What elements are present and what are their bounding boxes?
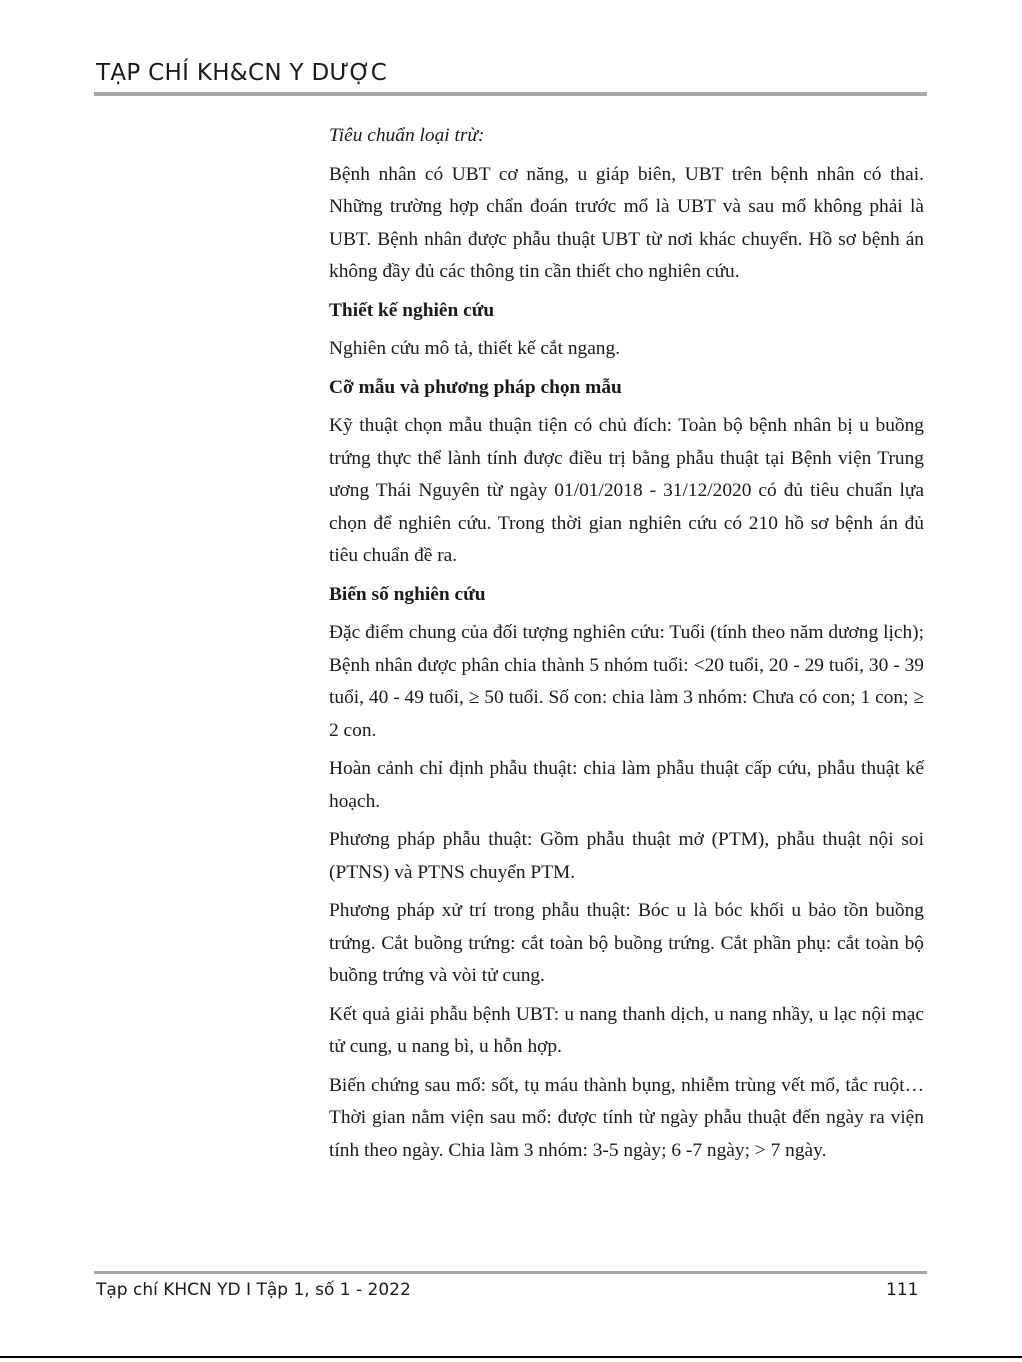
study-design-heading: Thiết kế nghiên cứu bbox=[329, 299, 495, 321]
sampling-heading: Cỡ mẫu và phương pháp chọn mẫu bbox=[329, 376, 622, 398]
pathology-results-text: Kết quả giải phẫu bệnh UBT: u nang thanh dịch, u nang nhầy, u lạc nội mạc tử cung, u nang bì, u hỗn hợp. bbox=[329, 1003, 924, 1057]
variables-heading: Biến số nghiên cứu bbox=[329, 583, 486, 605]
footer-divider bbox=[94, 1271, 927, 1274]
exclusion-criteria-label: Tiêu chuẩn loại trừ: bbox=[329, 125, 485, 146]
study-design-text: Nghiên cứu mô tả, thiết kế cắt ngang. bbox=[329, 338, 621, 359]
intraop-management-text: Phương pháp xử trí trong phẫu thuật: Bóc u là bóc khối u bảo tồn buồng trứng. Cắt buồng trứng: cắt toàn bộ buồng trứng. Cắt phần phụ: cắt toàn bộ buồng trứng và vòi tử cung. bbox=[329, 900, 924, 986]
complications-text: Biến chứng sau mổ: sốt, tụ máu thành bụng, nhiễm trùng vết mổ, tắc ruột… Thời gian nằm viện sau mổ: được tính từ ngày phẫu thuật đến ngày ra viện tính theo ngày. Chia làm 3 nhóm: 3-5 ngày; 6 -7 ngày; > 7 ngày. bbox=[329, 1074, 924, 1161]
page-edge-line bbox=[0, 1356, 1022, 1358]
variables-general-text: Đặc điểm chung của đối tượng nghiên cứu: Tuổi (tính theo năm dương lịch); Bệnh nhân được phân chia thành 5 nhóm tuổi: <20 tuổi, 20 - 29 tuổi, 30 - 39 tuổi, 40 - 49 tuổi, ≥ 50 tuổi. Số con: chia làm 3 nhóm: Chưa có con; 1 con; ≥ 2 con. bbox=[329, 622, 924, 741]
sampling-text: Kỹ thuật chọn mẫu thuận tiện có chủ đích: Toàn bộ bệnh nhân bị u buồng trứng thực thể lành tính được điều trị bằng phẫu thuật tại Bệnh viện Trung ương Thái Nguyên từ ngày 01/01/2018 - 31/12/2020 có đủ tiêu chuẩn lựa chọn để nghiên cứu. Trong thời gian nghiên cứu có 210 hồ sơ bệnh án đủ tiêu chuẩn đề ra. bbox=[329, 415, 924, 566]
article-body bbox=[329, 120, 924, 1173]
surgery-indication-text: Hoàn cảnh chỉ định phẫu thuật: chia làm phẫu thuật cấp cứu, phẫu thuật kế hoạch. bbox=[329, 758, 924, 812]
exclusion-criteria-text: Bệnh nhân có UBT cơ năng, u giáp biên, UBT trên bệnh nhân có thai. Những trường hợp chẩn đoán trước mổ là UBT và sau mổ không phải là UBT. Bệnh nhân được phẫu thuật UBT từ nơi khác chuyển. Hồ sơ bệnh án không đầy đủ các thông tin cần thiết cho nghiên cứu. bbox=[329, 163, 924, 282]
page-number: 111 bbox=[886, 1280, 919, 1300]
header-divider bbox=[94, 92, 927, 96]
journal-title: TẠP CHÍ KH&CN Y DƯỢC bbox=[96, 60, 388, 86]
footer-citation: Tạp chí KHCN YD I Tập 1, số 1 - 2022 bbox=[96, 1280, 411, 1300]
surgery-method-text: Phương pháp phẫu thuật: Gồm phẫu thuật mở (PTM), phẫu thuật nội soi (PTNS) và PTNS chuyển PTM. bbox=[329, 829, 924, 883]
